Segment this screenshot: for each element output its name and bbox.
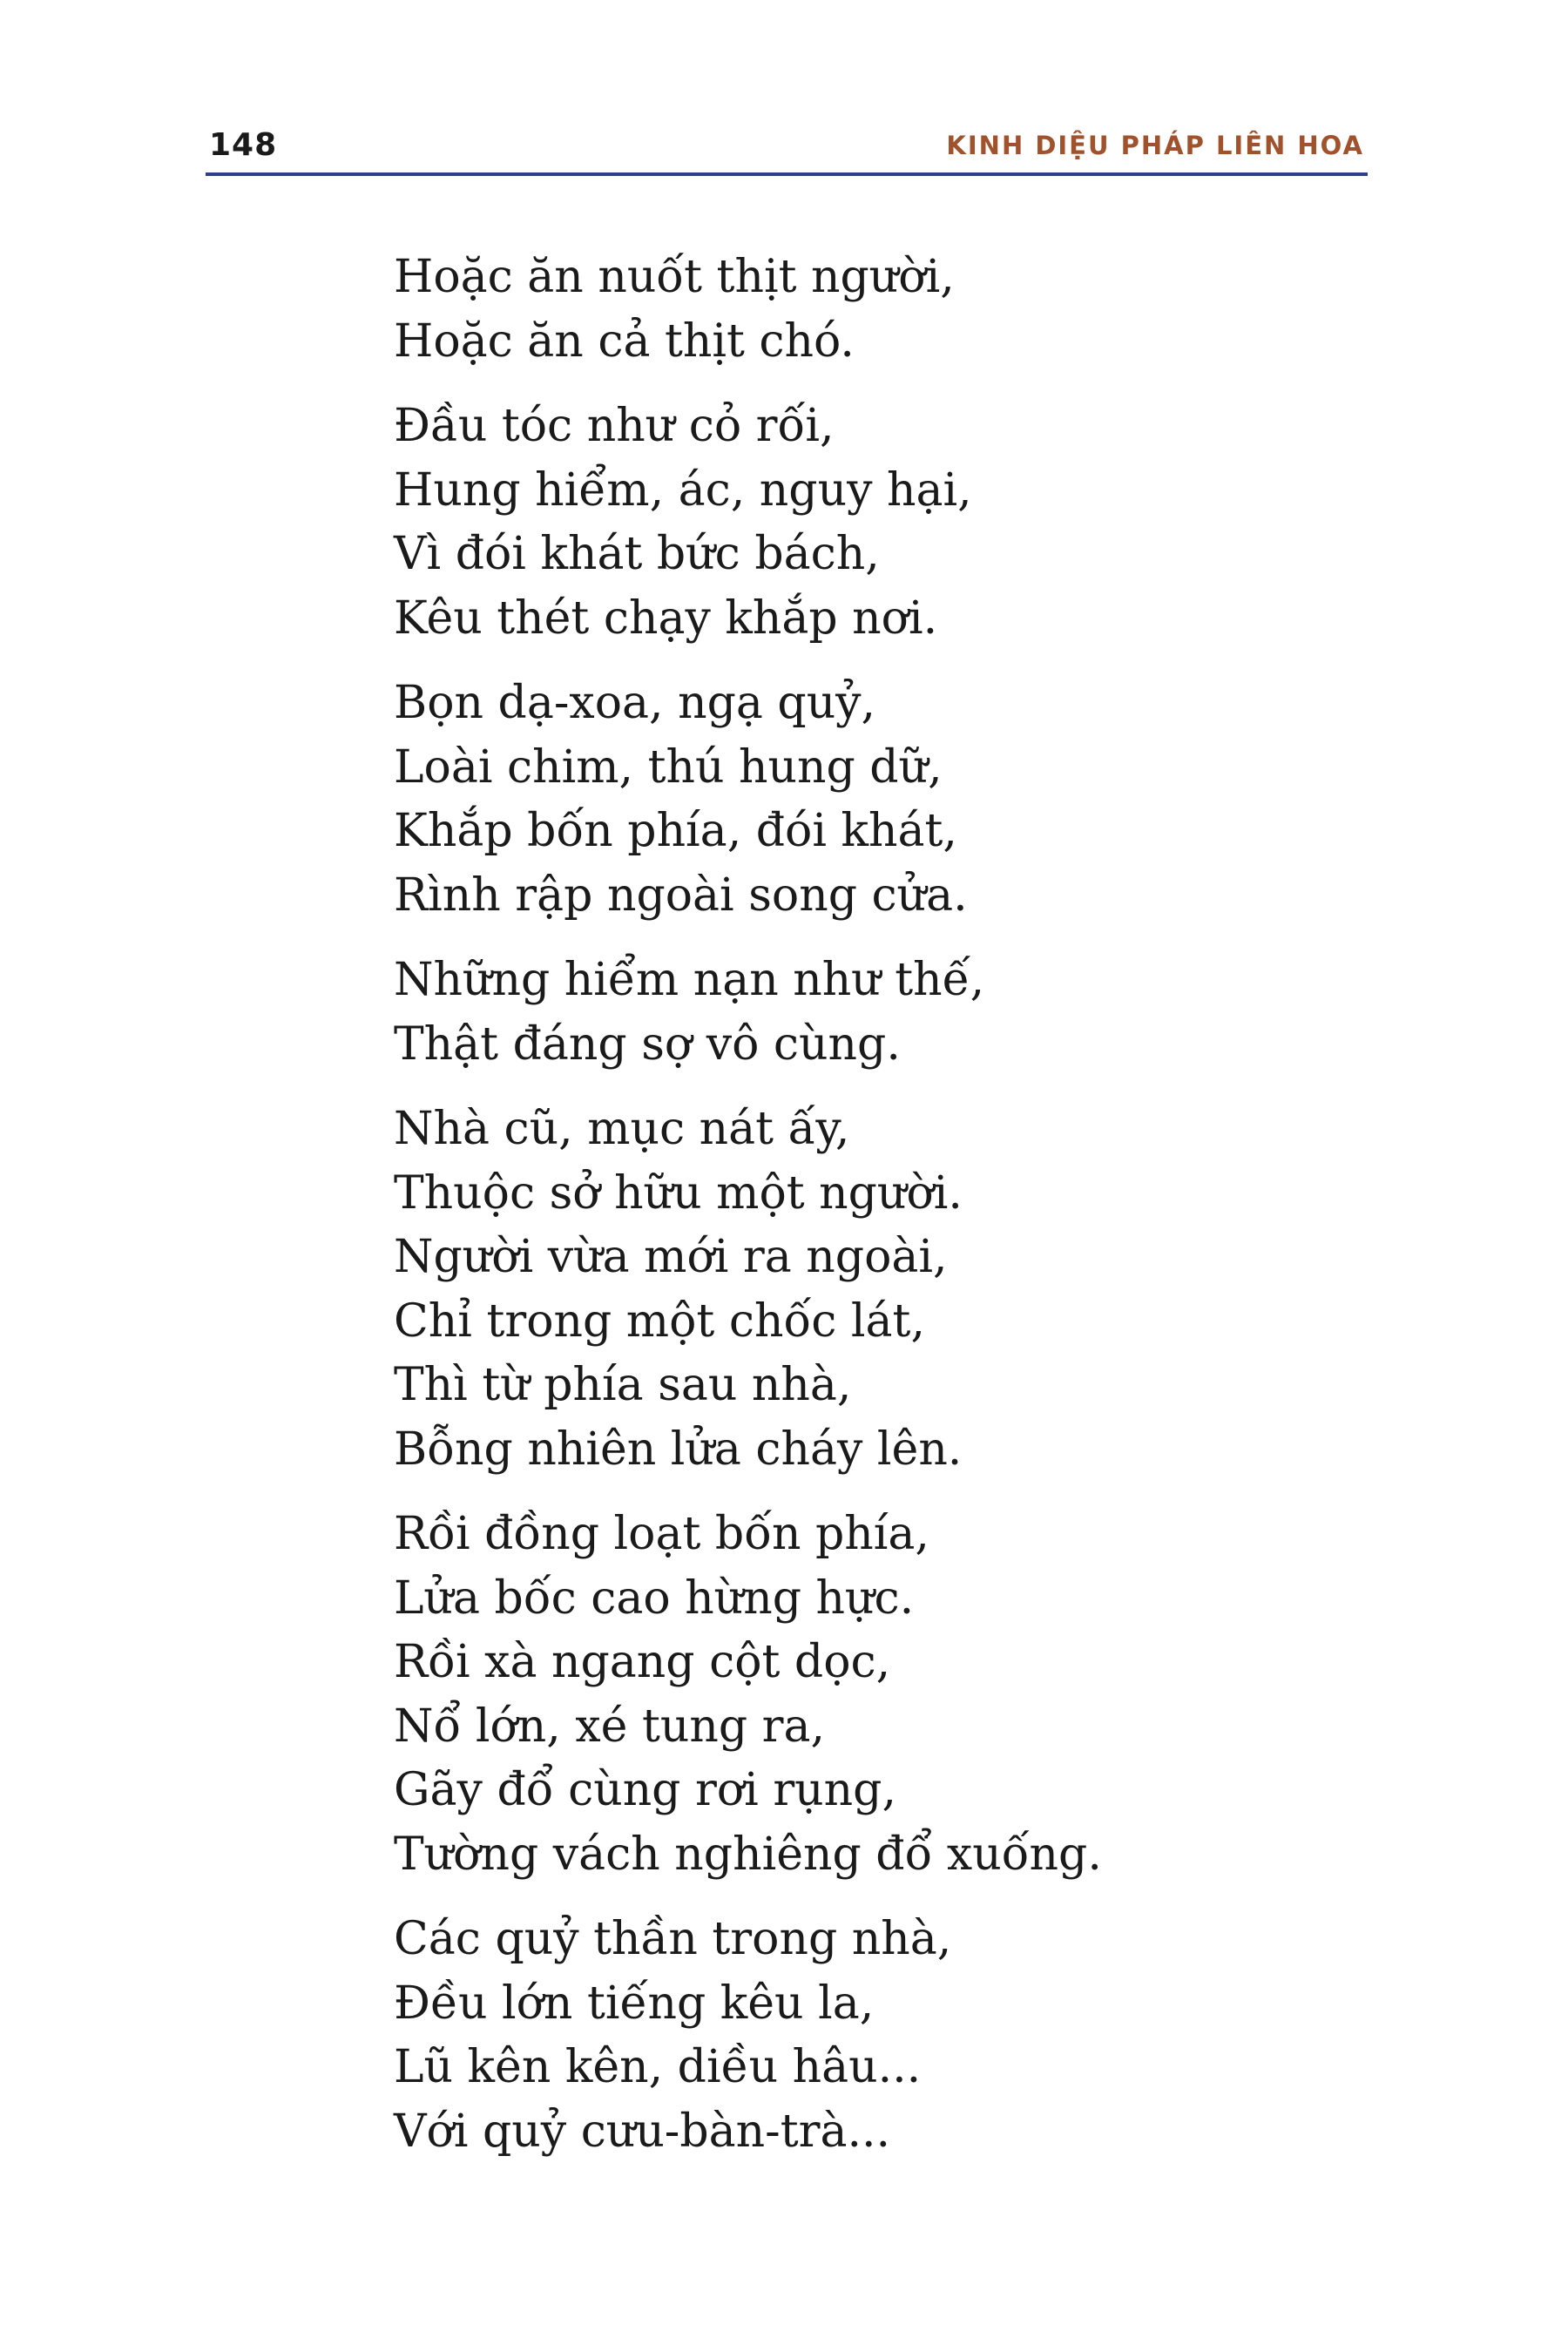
poem-line: Nổ lớn, xé tung ra, [394, 1700, 826, 1753]
poem-line: Bọn dạ-xoa, ngạ quỷ, [394, 677, 876, 729]
poem-line: Đều lớn tiếng kêu la, [394, 1977, 875, 2030]
stanza [394, 1908, 1352, 2164]
poem-line: Với quỷ cưu-bàn-trà... [394, 2105, 891, 2158]
header-rule [206, 172, 1368, 176]
poem-line: Rồi xà ngang cột dọc, [394, 1636, 891, 1688]
page-number: 148 [209, 127, 278, 163]
poem-line: Loài chim, thú hung dữ, [394, 740, 943, 794]
poem-line: Khắp bốn phía, đói khát, [394, 805, 957, 857]
stanza [394, 672, 1352, 928]
page-header [206, 120, 1368, 174]
poem-line: Chỉ trong một chốc lát, [394, 1294, 925, 1348]
stanza [394, 395, 1352, 651]
poem-line: Đầu tóc như cỏ rối, [394, 400, 835, 452]
poem-line: Lửa bốc cao hừng hực. [394, 1571, 915, 1625]
poem-line: Kêu thét chạy khắp nơi. [394, 591, 938, 645]
poem-line: Bỗng nhiên lửa cháy lên. [394, 1423, 963, 1476]
running-title: KINH DIỆU PHÁP LIÊN HOA [946, 131, 1364, 160]
poem-line: Nhà cũ, mục nát ấy, [394, 1103, 850, 1155]
stanza [394, 246, 1352, 374]
poem-line: Thì từ phía sau nhà, [394, 1359, 852, 1411]
poem-body [394, 246, 1352, 2185]
poem-line: Thật đáng sợ vô cùng. [394, 1017, 901, 1071]
poem-line: Hung hiểm, ác, nguy hại, [394, 463, 972, 517]
poem-line: Gãy đổ cùng rơi rụng, [394, 1764, 896, 1816]
poem-line: Hoặc ăn cả thịt chó. [394, 314, 855, 368]
poem-line: Lũ kên kên, diều hâu... [394, 2041, 922, 2093]
poem-line: Các quỷ thần trong nhà, [394, 1913, 952, 1965]
poem-line: Vì đói khát bức bách, [394, 528, 880, 580]
poem-line: Thuộc sở hữu một người. [394, 1166, 963, 1220]
poem-line: Rồi đồng loạt bốn phía, [394, 1508, 929, 1560]
stanza [394, 1098, 1352, 1482]
poem-line: Tường vách nghiêng đổ xuống. [394, 1828, 1102, 1881]
poem-line: Rình rập ngoài song cửa. [394, 868, 968, 922]
stanza [394, 1503, 1352, 1887]
poem-line: Hoặc ăn nuốt thịt người, [394, 251, 955, 303]
poem-line: Người vừa mới ra ngoài, [394, 1231, 948, 1283]
stanza [394, 949, 1352, 1077]
poem-line: Những hiểm nạn như thế, [394, 954, 985, 1006]
